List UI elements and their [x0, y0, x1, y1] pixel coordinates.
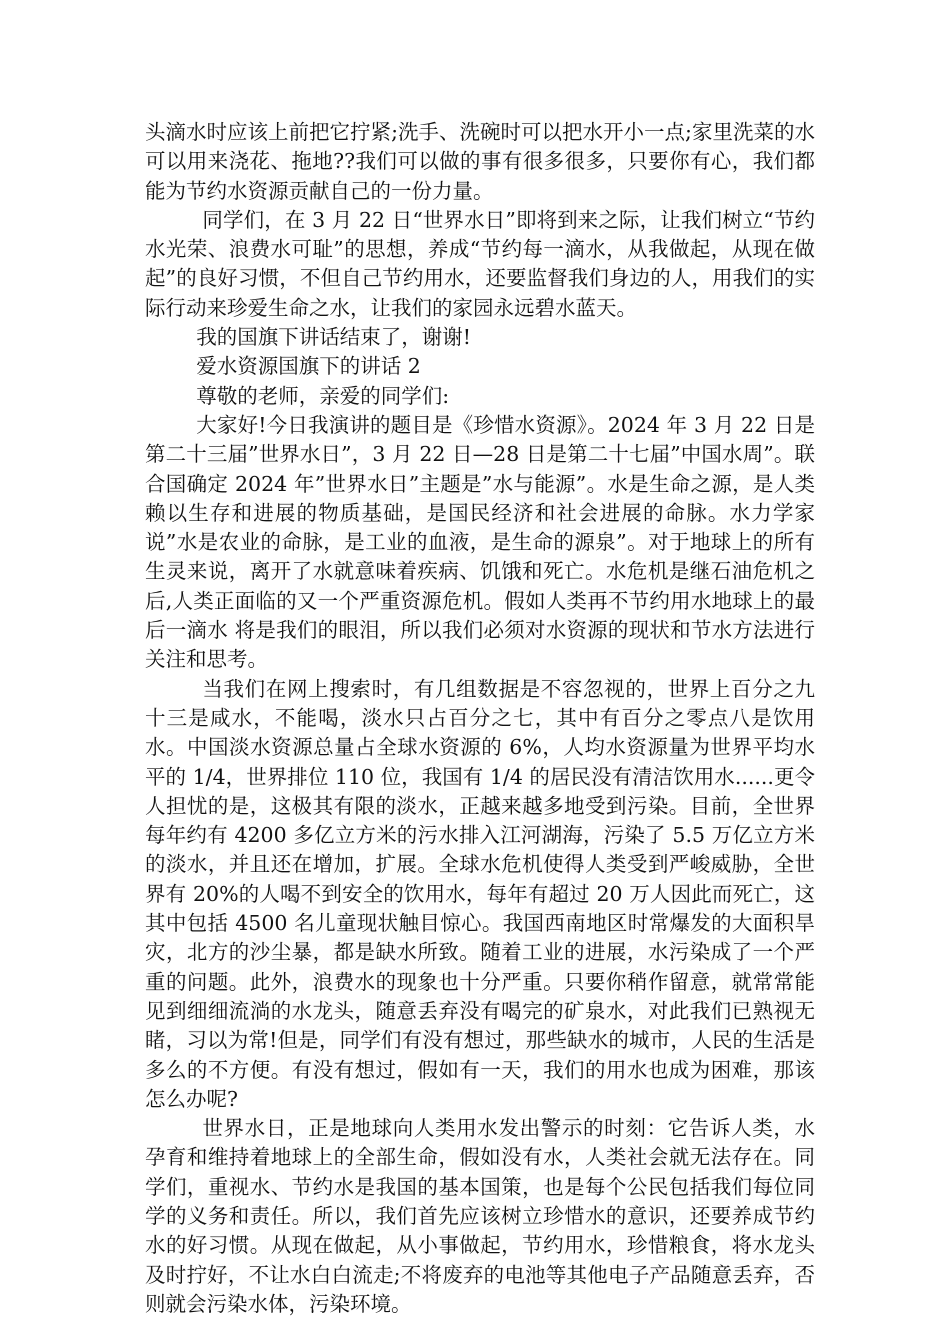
document-page — [145, 118, 815, 1319]
salutation: 尊敬的老师，亲爱的同学们: — [196, 383, 450, 408]
paragraph-speech-end: 我的国旗下讲话结束了，谢谢! — [196, 325, 471, 350]
paragraph-continuation: 头滴水时应该上前把它拧紧;洗手、洗碗时可以把水开小一点;家里洗菜的水可以用来浇花、拖地??我们可以做的事有很多很多，只要你有心，我们都能为节约水资源贡献自己的一份力量。 — [145, 120, 815, 203]
paragraph-water-statistics: 当我们在网上搜索时，有几组数据是不容忽视的，世界上百分之九十三是咸水，不能喝，淡水只占百分之七，其中有百分之零点八是饮用水。中国淡水资源总量占全球水资源的 6%，人均水资源量为世界平均水平的 1/4，世界排位 110 位，我国有 1/4 的居民没有清洁饮用水......更令人担忧的是，这极其有限的淡水，正越来越多地受到污染。目前，全世界每年约有 4200 多亿立方米的污水排入江河湖海，污染了 5.5 万亿立方米的淡水，并且还在增加，扩展。全球水危机使得人类受到严峻威胁，全世界有 20%的人喝不到安全的饮用水，每年有超过 20 万人因此而死亡，这其中包括 4500 名儿童现状触目惊心。我国西南地区时常爆发的大面积旱灾，北方的沙尘暴，都是缺水所致。随着工业的进展，水污染成了一个严重的问题。此外，浪费水的现象也十分严重。只要你稍作留意，就常常能见到细细流淌的水龙头，随意丢弃没有喝完的矿泉水，对此我们已熟视无睹，习以为常!但是，同学们有没有想过，那些缺水的城市，人民的生活是多么的不方便。有没有想过，假如有一天，我们的用水也成为困难，那该怎么办呢? — [145, 676, 815, 1111]
paragraph-introduction: 大家好!今日我演讲的题目是《珍惜水资源》。2024 年 3 月 22 日是第二十三届”世界水日”，3 月 22 日—28 日是第二十七届”中国水周”。联合国确定 2024 年”世界水日”主题是”水与能源”。水是生命之源，是人类赖以生存和进展的物质基础，是国民经济和社会进展的命脉。水力学家说”水是农业的命脉，是工业的血液，是生命的源泉”。对于地球上的所有生灵来说，离开了水就意味着疾病、饥饿和死亡。水危机是继石油危机之后,人类正面临的又一个严重资源危机。假如人类再不节约用水地球上的最后一滴水 将是我们的眼泪，所以我们必须对水资源的现状和节水方法进行关注和思考。 — [145, 412, 815, 672]
paragraph-water-warning: 世界水日，正是地球向人类用水发出警示的时刻：它告诉人类，水孕育和维持着地球上的全部生命，假如没有水，人类社会就无法存在。同学们，重视水、节约水是我国的基本国策，也是每个公民包括我们每位同学的义务和责任。所以，我们首先应该树立珍惜水的意识，还要养成节约水的好习惯。从现在做起，从小事做起，节约用水，珍惜粮食，将水龙头及时拧好，不让水白白流走;不将废弃的电池等其他电子产品随意丢弃，否则就会污染水体，污染环境。 — [145, 1116, 815, 1316]
paragraph-world-water-day-call: 同学们，在 3 月 22 日“世界水日”即将到来之际，让我们树立“节约水光荣、浪费水可耻”的思想，养成“节约每一滴水，从我做起，从现在做起”的良好习惯，不但自己节约用水，还要监督我们身边的人，用我们的实际行动来珍爱生命之水，让我们的家园永远碧水蓝天。 — [145, 207, 815, 320]
section-title: 爱水资源国旗下的讲话 2 — [196, 354, 421, 379]
